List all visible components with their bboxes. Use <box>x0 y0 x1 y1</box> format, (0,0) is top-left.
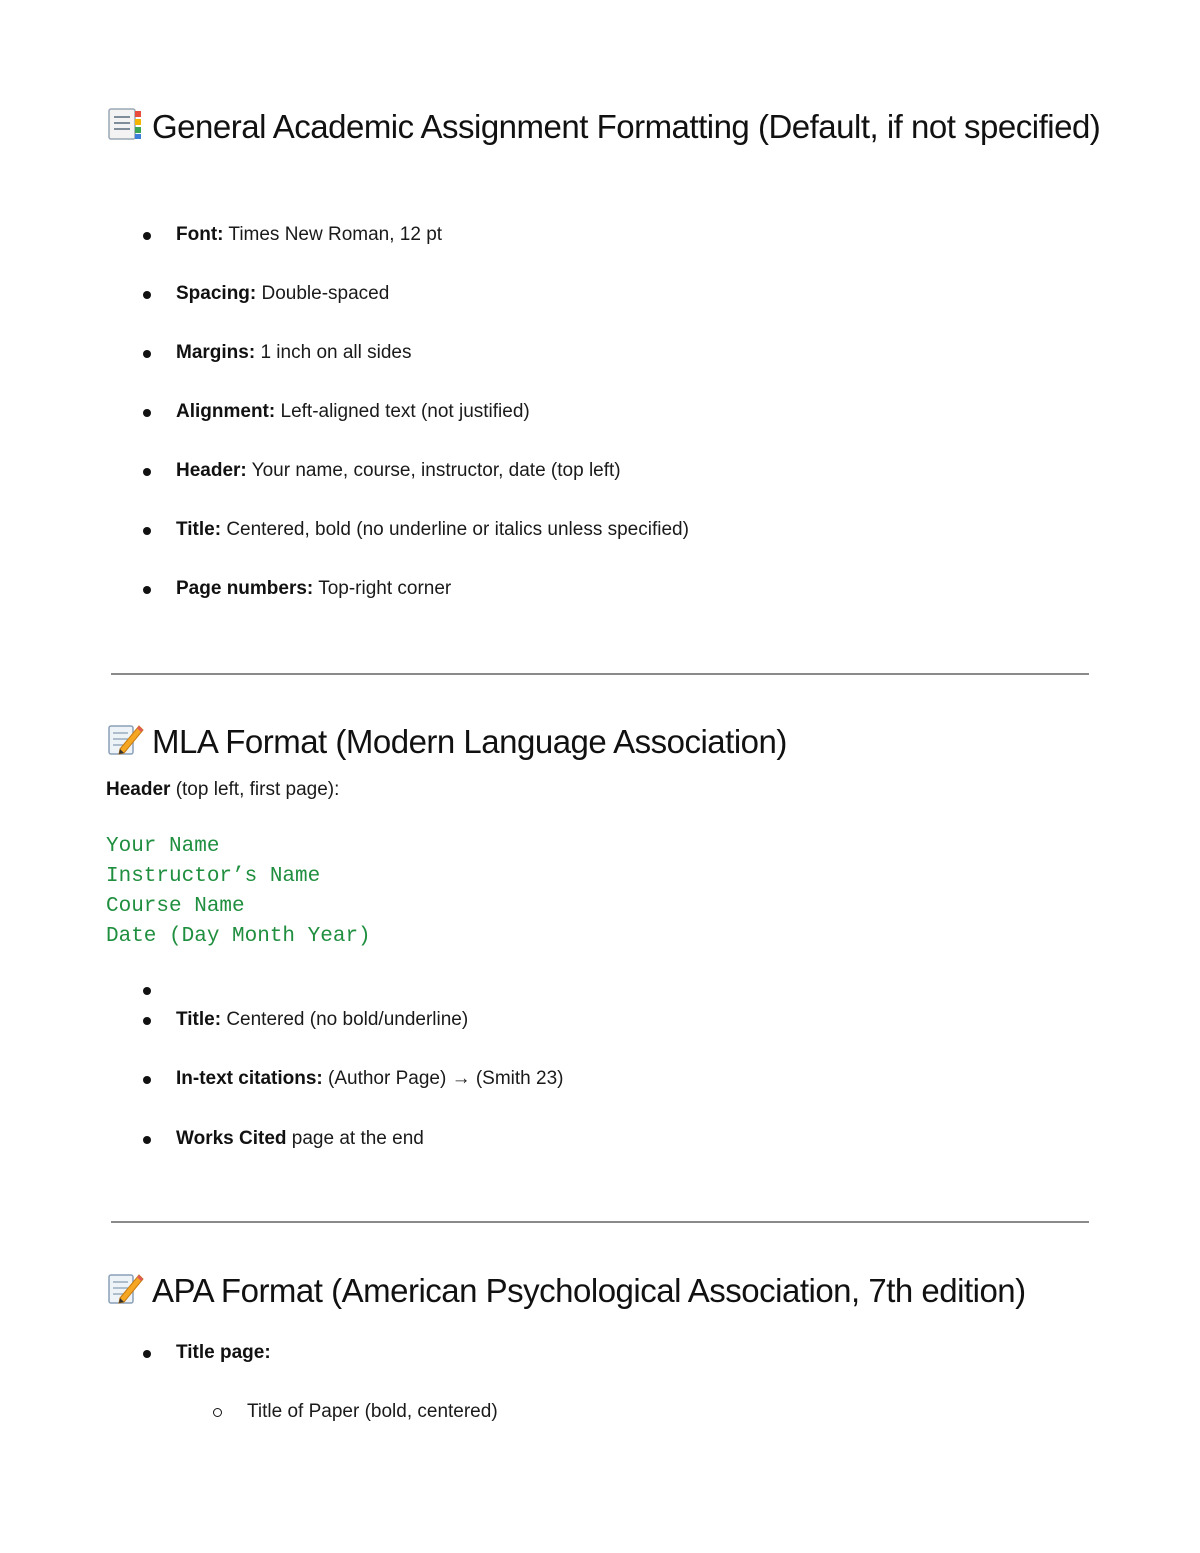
item-label: Page numbers: <box>176 578 314 599</box>
list-item <box>0 222 689 248</box>
list-item <box>0 1340 498 1366</box>
item-label: Title page: <box>176 1342 271 1363</box>
item-text: Left-aligned text (not justified) <box>275 401 530 422</box>
general-list <box>0 222 689 602</box>
header-text: (top left, first page): <box>170 779 340 800</box>
item-label: In-text citations: <box>176 1068 323 1089</box>
list-item <box>0 576 689 602</box>
general-formatting-heading <box>106 104 1106 149</box>
list-item <box>0 399 689 425</box>
bullet-icon <box>143 1017 151 1025</box>
item-label: Header: <box>176 460 247 481</box>
item-label: Margins: <box>176 342 256 363</box>
hollow-bullet-icon <box>213 1408 222 1417</box>
bookmark-tabs-icon <box>106 106 144 142</box>
bullet-icon <box>143 527 151 535</box>
mla-heading <box>106 719 1106 764</box>
item-text: Centered (no bold/underline) <box>221 1009 469 1030</box>
sub-list-item <box>0 1399 498 1425</box>
list-item <box>0 977 564 1003</box>
memo-icon <box>106 1270 144 1306</box>
section-divider <box>111 673 1089 675</box>
item-text: Top-right corner <box>313 578 452 599</box>
list-item <box>0 340 689 366</box>
list-item <box>0 517 689 543</box>
mla-heading-text: MLA Format (Modern Language Association) <box>152 723 787 760</box>
general-heading-text: General Academic Assignment Formatting (Default, if not specified) <box>152 108 1101 145</box>
item-text: Centered, bold (no underline or italics unless specified) <box>221 519 689 540</box>
memo-icon <box>106 721 144 757</box>
list-item <box>0 1066 564 1092</box>
item-label: Spacing: <box>176 283 257 304</box>
bullet-icon <box>143 468 151 476</box>
mla-list <box>0 977 564 1152</box>
list-item <box>0 281 689 307</box>
item-text: (Author Page) → (Smith 23) <box>322 1068 564 1089</box>
item-label: Font: <box>176 224 224 245</box>
mla-header-code-block: Your Name Instructor’s Name Course Name Date (Day Month Year) <box>106 835 371 948</box>
item-text: 1 inch on all sides <box>255 342 412 363</box>
list-item <box>0 1126 564 1152</box>
bullet-icon <box>143 987 151 995</box>
item-label: Alignment: <box>176 401 276 422</box>
item-label: Title: <box>176 1009 222 1030</box>
item-label: Title: <box>176 519 222 540</box>
bullet-icon <box>143 232 151 240</box>
mla-header-line <box>106 777 339 803</box>
apa-heading <box>106 1268 1106 1313</box>
sub-item-text: Title of Paper (bold, centered) <box>247 1401 498 1422</box>
bullet-icon <box>143 586 151 594</box>
item-label: Works Cited <box>176 1128 287 1149</box>
bullet-icon <box>143 1350 151 1358</box>
header-label: Header <box>106 779 171 800</box>
apa-list <box>0 1340 498 1425</box>
item-text: Your name, course, instructor, date (top left) <box>246 460 621 481</box>
bullet-icon <box>143 1136 151 1144</box>
section-divider <box>111 1221 1089 1223</box>
item-text: page at the end <box>286 1128 424 1149</box>
bullet-icon <box>143 409 151 417</box>
apa-heading-text: APA Format (American Psychological Association, 7th edition) <box>152 1272 1026 1309</box>
bullet-icon <box>143 350 151 358</box>
bullet-icon <box>143 291 151 299</box>
bullet-icon <box>143 1076 151 1084</box>
list-item <box>0 458 689 484</box>
item-text: Double-spaced <box>256 283 390 304</box>
list-item <box>0 1007 564 1033</box>
item-text: Times New Roman, 12 pt <box>223 224 443 245</box>
